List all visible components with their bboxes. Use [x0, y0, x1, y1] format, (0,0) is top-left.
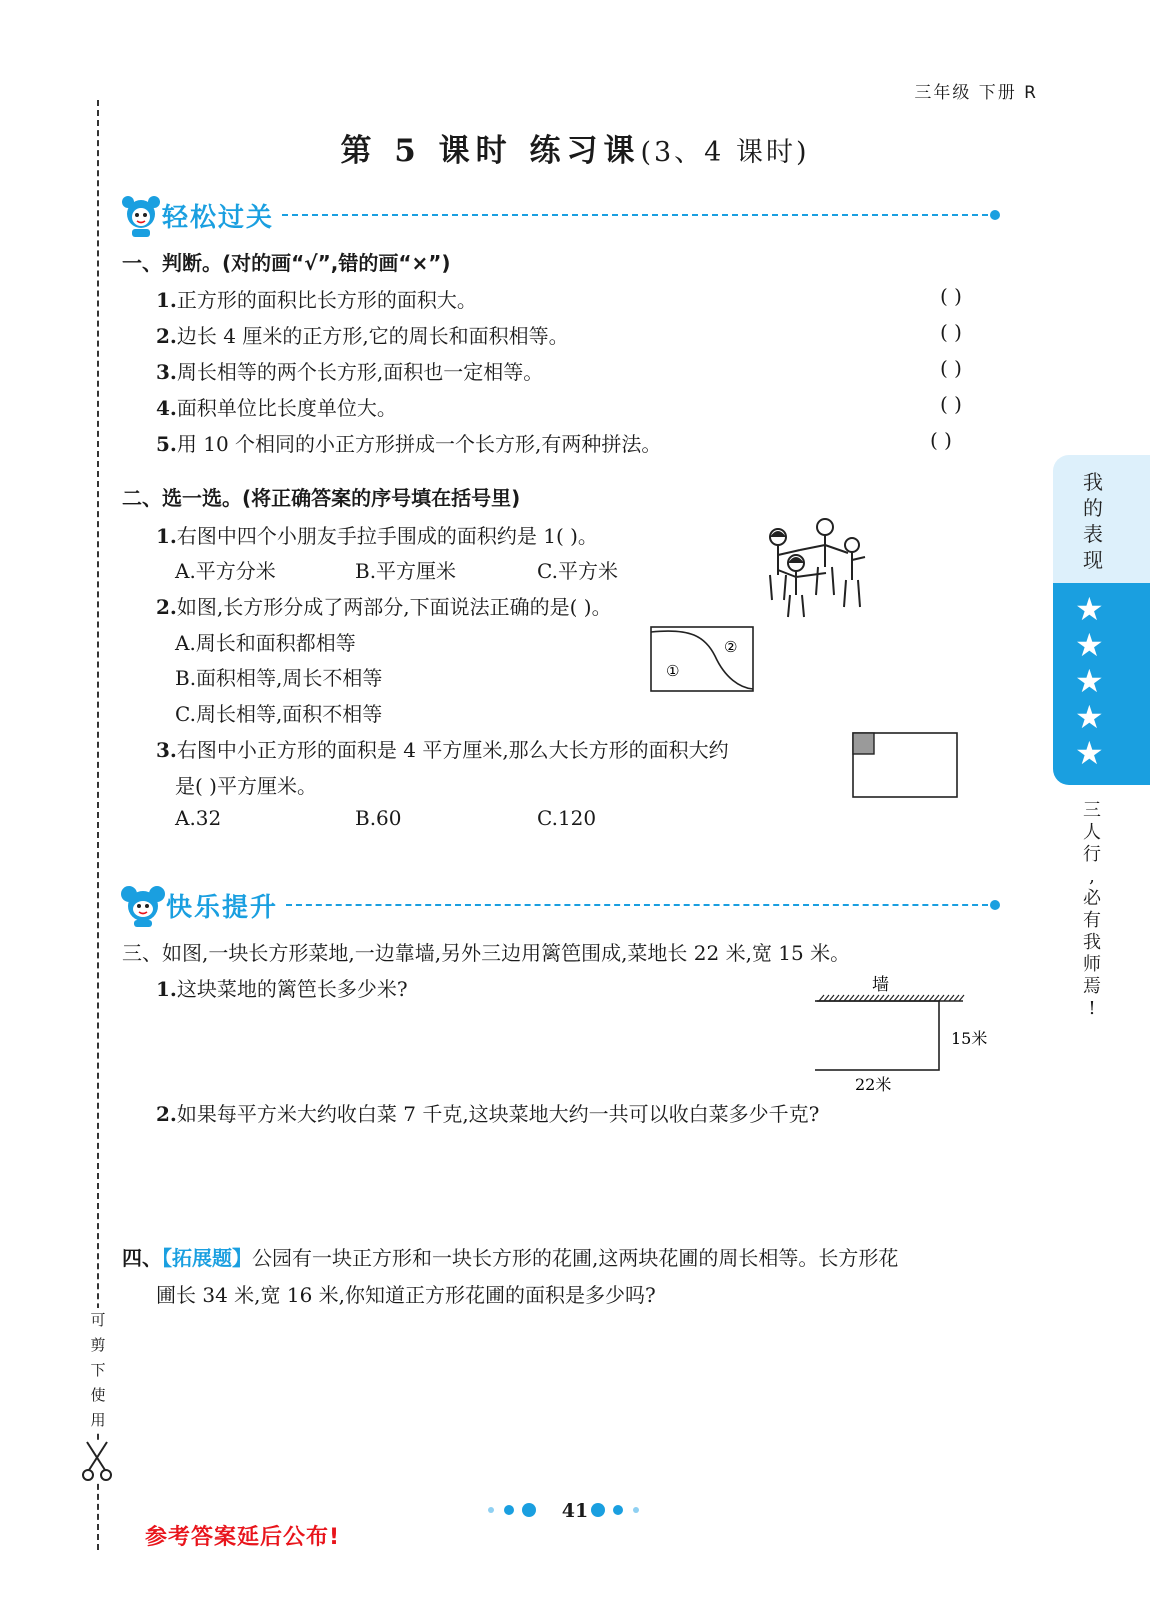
option-c[interactable]: C.周长相等,面积不相等: [175, 702, 383, 726]
item-text: 如图,长方形分成了两部分,下面说法正确的是( )。: [176, 595, 612, 619]
page-title: [0, 125, 1150, 170]
question-2-head: 二、选一选。(将正确答案的序号填在括号里): [122, 486, 521, 510]
option-b[interactable]: B.平方厘米: [355, 559, 457, 583]
option-a[interactable]: A.周长和面积都相等: [175, 631, 356, 655]
wall-hatch-mark: [819, 995, 824, 1001]
option-b[interactable]: B.面积相等,周长不相等: [175, 666, 383, 690]
length-label: 22米: [855, 1075, 892, 1094]
label-char: 表: [1083, 522, 1103, 546]
item-text: 如果每平方米大约收白菜 7 千克,这块菜地大约一共可以收白菜多少千克?: [176, 1102, 820, 1126]
proverb-char: 人: [1083, 822, 1101, 843]
wall-hatch-mark: [824, 995, 829, 1001]
wall-hatch-mark: [859, 995, 864, 1001]
item-text: 面积单位比长度单位大。: [176, 396, 397, 420]
wall-hatch-mark: [874, 995, 879, 1001]
proverb-vertical: [1080, 800, 1104, 1020]
split-rectangle-figure: [650, 626, 756, 694]
wall-hatch-mark: [844, 995, 849, 1001]
grade-label: 三年级 下册 R: [914, 83, 1038, 103]
wall-hatch-mark: [904, 995, 909, 1001]
label-char: 我: [1083, 470, 1103, 494]
option-a[interactable]: A.平方分米: [175, 559, 276, 583]
star-icon[interactable]: ★: [1075, 590, 1104, 628]
answer-paren[interactable]: ( ): [940, 392, 962, 416]
proverb-char: 师: [1083, 954, 1101, 975]
wall-label: 墙: [872, 975, 889, 995]
q2-item-3: [156, 734, 729, 763]
answer-paren[interactable]: ( ): [940, 320, 962, 344]
proverb-char: 有: [1083, 910, 1101, 931]
wall-hatch-mark: [829, 995, 834, 1001]
wall-hatch-mark: [854, 995, 859, 1001]
wall-hatch-mark: [934, 995, 939, 1001]
wall-hatch-mark: [954, 995, 959, 1001]
cut-label: [86, 1308, 110, 1433]
width-label: 15米: [951, 1029, 988, 1048]
wall-hatch-mark: [909, 995, 914, 1001]
wall-hatch-mark: [849, 995, 854, 1001]
q2-item-1: [156, 520, 598, 549]
cut-char: 剪: [90, 1336, 106, 1354]
question-3-head: 三、如图,一块长方形菜地,一边靠墙,另外三边用篱笆围成,菜地长 22 米,宽 15 米。: [122, 941, 851, 965]
performance-panel: [1053, 455, 1150, 785]
divider-dot: [990, 210, 1000, 220]
wall-hatch-mark: [834, 995, 839, 1001]
item-text: 这块菜地的篱笆长多少米?: [176, 977, 408, 1001]
item-text: 右图中小正方形的面积是 4 平方厘米,那么大长方形的面积大约: [176, 738, 729, 762]
wall-hatch-mark: [899, 995, 904, 1001]
q1-item-3: [156, 356, 543, 385]
wall-hatch-mark: [939, 995, 944, 1001]
item-num: 5.: [156, 432, 177, 456]
answer-paren[interactable]: ( ): [940, 356, 962, 380]
question-4-head: [122, 1242, 898, 1271]
performance-label-box: [1053, 455, 1150, 583]
mascot-icon: [120, 192, 162, 238]
divider-dot: [990, 900, 1000, 910]
item-num: 3.: [156, 360, 177, 384]
wall-hatch-mark: [839, 995, 844, 1001]
q2-item-3-cont: 是( )平方厘米。: [175, 774, 317, 798]
option-c[interactable]: C.120: [537, 806, 597, 830]
wall-hatch-mark: [929, 995, 934, 1001]
item-num: 1.: [156, 524, 177, 548]
item-num: 2.: [156, 595, 177, 619]
option-c[interactable]: C.平方米: [537, 559, 618, 583]
star-icon[interactable]: ★: [1075, 626, 1104, 664]
q1-item-4: [156, 392, 397, 421]
proverb-char: ,: [1089, 866, 1095, 887]
rectangle-with-small-square-figure: [852, 732, 960, 800]
proverb-char: 我: [1083, 932, 1101, 953]
item-num: 3.: [156, 738, 177, 762]
q4-text-cont: 圃长 34 米,宽 16 米,你知道正方形花圃的面积是多少吗?: [156, 1283, 656, 1307]
wall-hatch-mark: [914, 995, 919, 1001]
option-a[interactable]: A.32: [175, 806, 222, 830]
wall-hatch-mark: [944, 995, 949, 1001]
cut-char: 可: [90, 1311, 106, 1329]
wall-hatch-mark: [949, 995, 954, 1001]
proverb-char: 三: [1083, 800, 1101, 821]
proverb-char: 必: [1083, 888, 1101, 909]
section-header-advance: [120, 880, 1000, 930]
scissors-icon: [80, 1440, 114, 1482]
q3-item-1: [156, 973, 408, 1002]
star-icon[interactable]: ★: [1075, 734, 1104, 772]
q1-item-5: [156, 428, 661, 457]
star-rating: [1053, 583, 1150, 785]
answer-notice: 参考答案延后公布!: [145, 1525, 341, 1550]
item-num: 2.: [156, 1102, 177, 1126]
title-sub: (3、4 课时): [640, 137, 810, 168]
item-text: 正方形的面积比长方形的面积大。: [176, 288, 477, 312]
wall-hatch-mark: [884, 995, 889, 1001]
q1-item-1: [156, 284, 477, 313]
option-b[interactable]: B.60: [355, 806, 402, 830]
answer-paren[interactable]: ( ): [940, 284, 962, 308]
section-title: 轻松过关: [162, 202, 275, 233]
page-number: 41: [561, 1500, 589, 1522]
star-icon[interactable]: ★: [1075, 662, 1104, 700]
q4-prefix: 四、: [122, 1246, 162, 1270]
fig-label-1: ①: [666, 662, 680, 680]
title-main: 第 5 课时 练习课: [340, 133, 641, 169]
item-num: 4.: [156, 396, 177, 420]
item-num: 2.: [156, 324, 177, 348]
vegetable-field-figure: [815, 970, 1000, 1098]
q1-item-2: [156, 320, 569, 349]
wall-hatch-mark: [864, 995, 869, 1001]
item-text: 右图中四个小朋友手拉手围成的面积约是 1( )。: [176, 524, 598, 548]
mouse-mascot-icon: [120, 882, 166, 928]
extension-tag: 【拓展题】: [162, 1246, 252, 1270]
item-num: 1.: [156, 288, 177, 312]
kids-holding-hands-illustration: [760, 515, 870, 620]
dashed-divider: [286, 904, 988, 906]
wall-hatch-mark: [894, 995, 899, 1001]
item-num: 1.: [156, 977, 177, 1001]
wall-hatch-mark: [869, 995, 874, 1001]
cut-char: 用: [90, 1411, 106, 1429]
page-dots-right: [586, 1500, 646, 1520]
proverb-char: 焉: [1083, 976, 1101, 997]
label-char: 的: [1083, 496, 1103, 520]
dashed-divider: [282, 214, 988, 216]
section-header-easy: [120, 190, 1000, 240]
wall-hatch-mark: [889, 995, 894, 1001]
cut-char: 下: [90, 1361, 106, 1379]
wall-hatch-mark: [919, 995, 924, 1001]
section-title: 快乐提升: [166, 892, 279, 923]
item-text: 周长相等的两个长方形,面积也一定相等。: [176, 360, 544, 384]
fig-label-2: ②: [724, 638, 738, 656]
question-1-head: 一、判断。(对的画“√”,错的画“×”): [122, 251, 451, 275]
wall-hatch-mark: [924, 995, 929, 1001]
cut-char: 使: [90, 1386, 106, 1404]
q3-item-2: [156, 1098, 819, 1127]
answer-paren[interactable]: ( ): [930, 428, 952, 452]
q4-text: 公园有一块正方形和一块长方形的花圃,这两块花圃的周长相等。长方形花: [252, 1246, 899, 1270]
performance-label: [1053, 469, 1133, 573]
proverb-char: 行: [1083, 844, 1101, 865]
wall-hatch-mark: [879, 995, 884, 1001]
item-text: 边长 4 厘米的正方形,它的周长和面积相等。: [176, 324, 569, 348]
proverb-char: !: [1088, 998, 1096, 1019]
label-char: 现: [1083, 548, 1103, 572]
wall-hatch-mark: [959, 995, 964, 1001]
star-icon[interactable]: ★: [1075, 698, 1104, 736]
item-text: 用 10 个相同的小正方形拼成一个长方形,有两种拼法。: [176, 432, 662, 456]
q2-item-2: [156, 591, 612, 620]
